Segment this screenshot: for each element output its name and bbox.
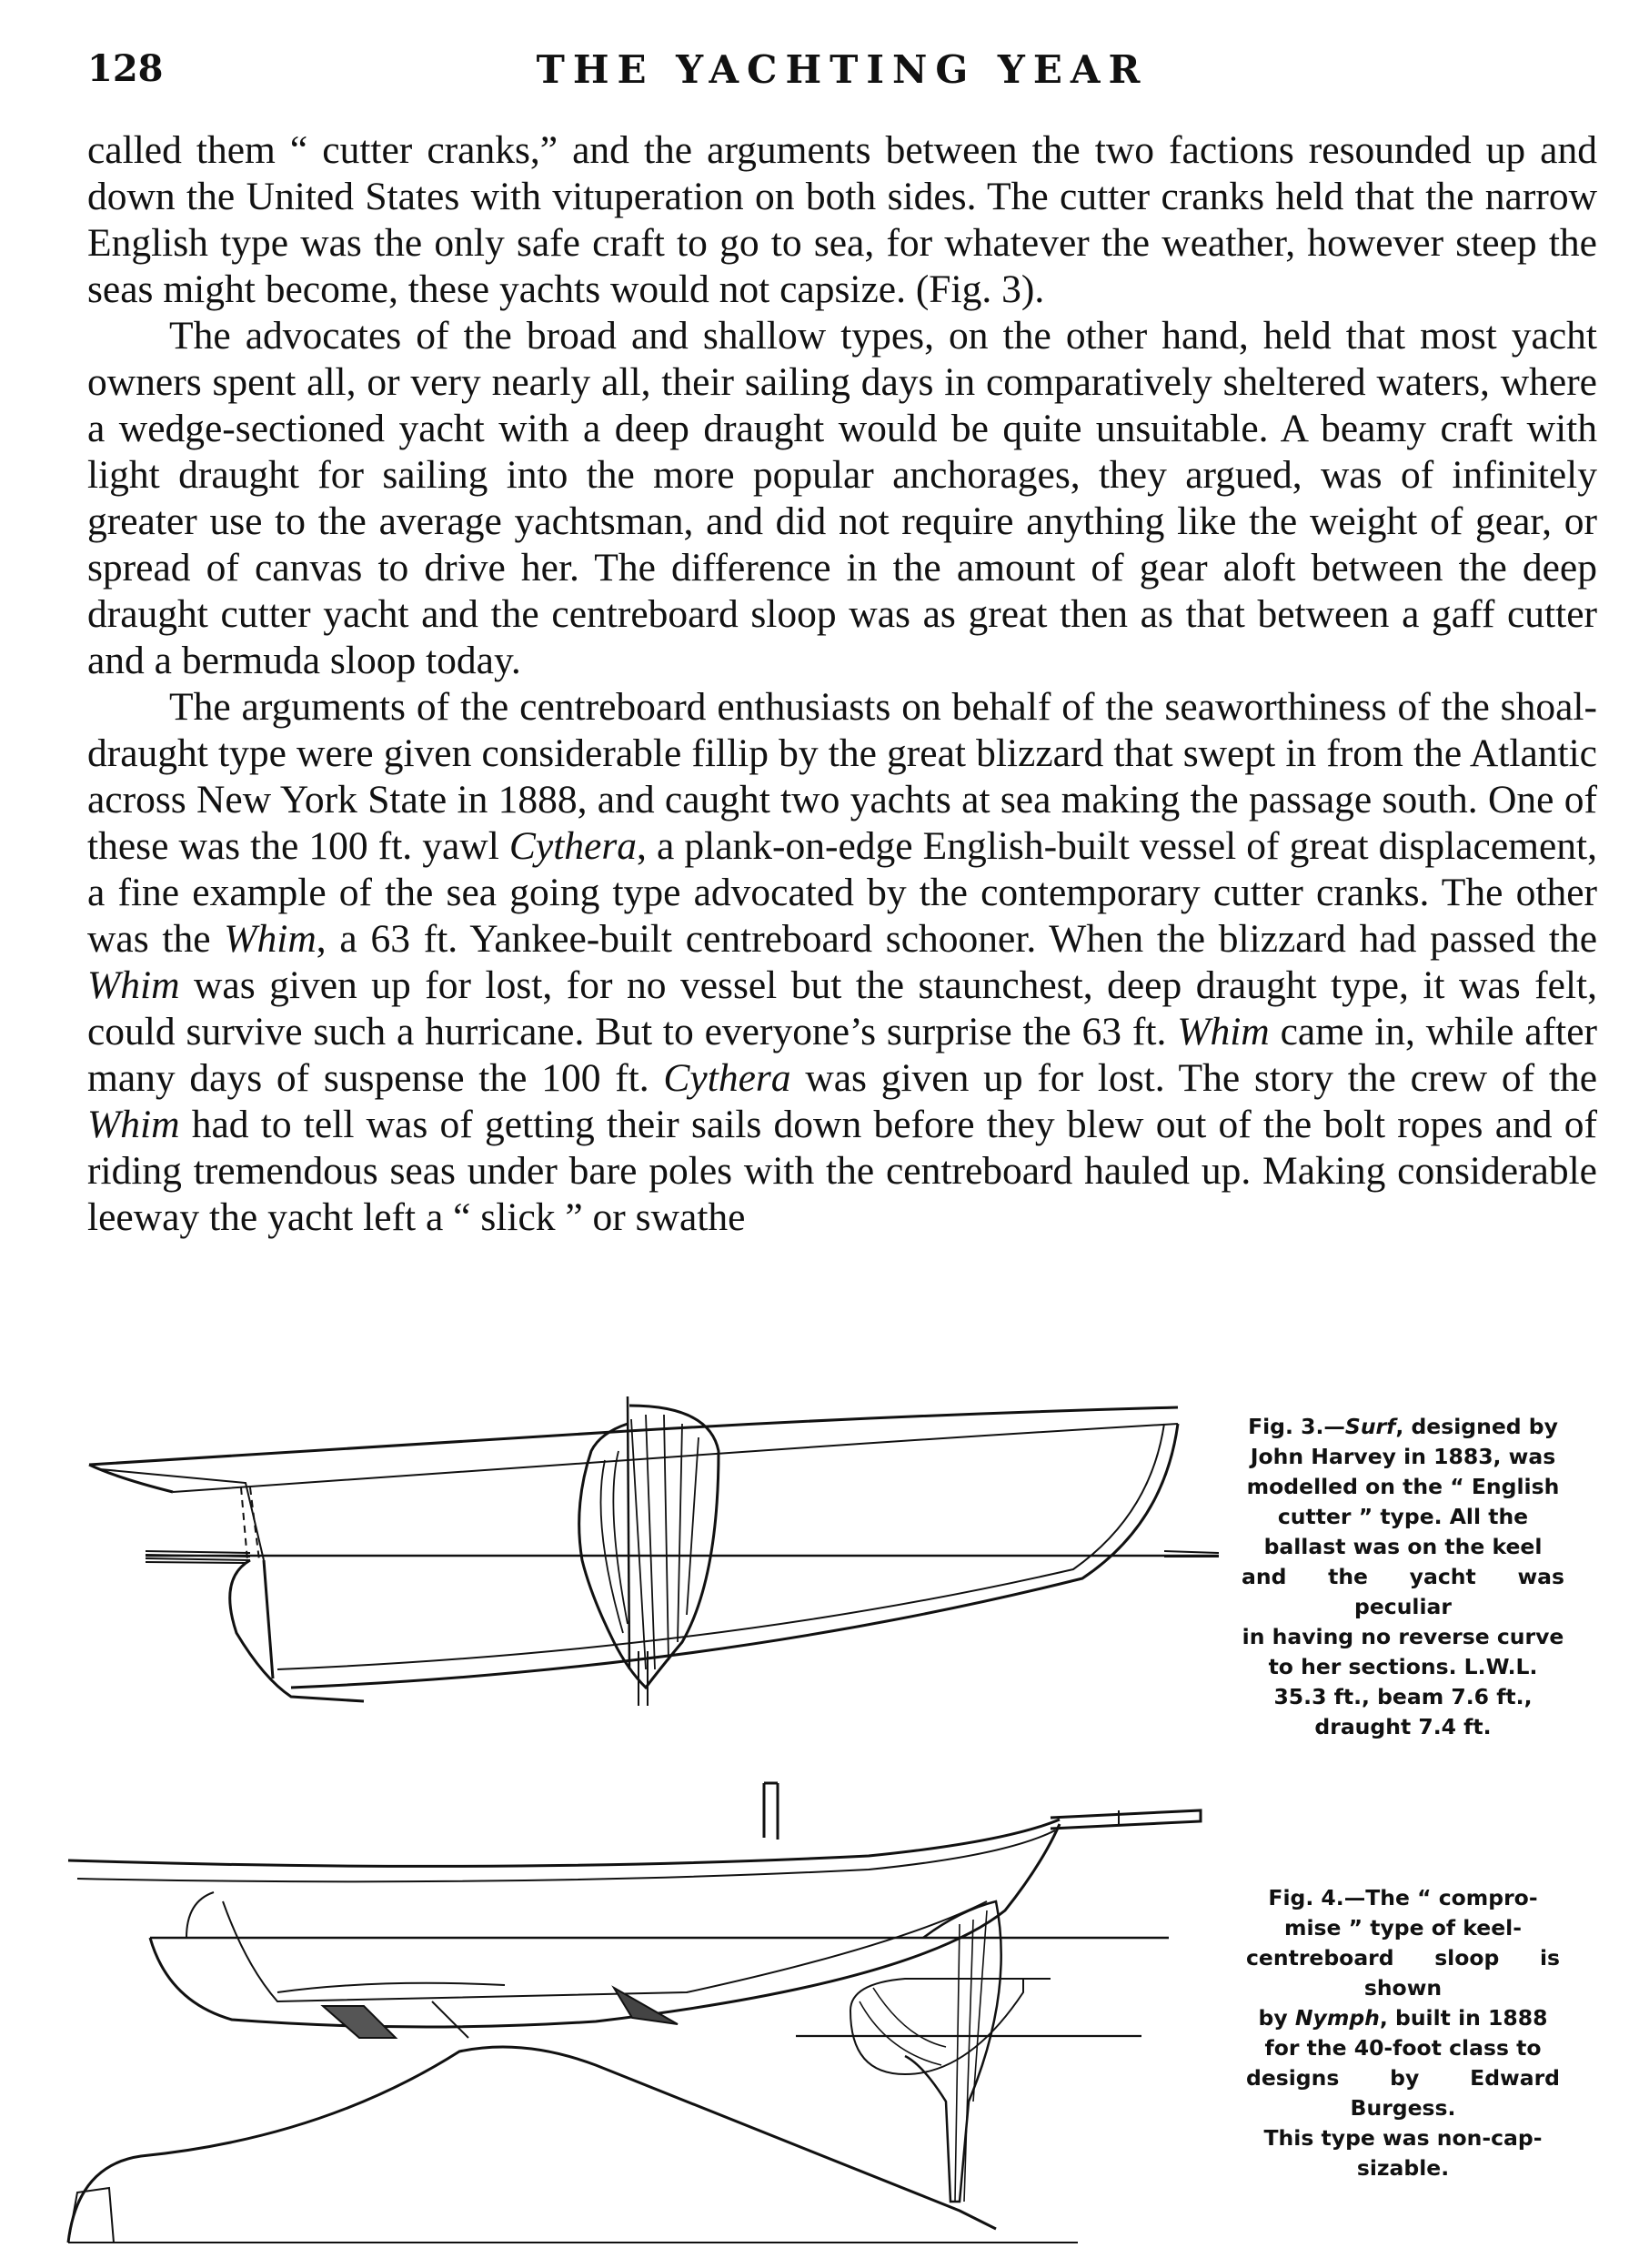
fig4-caption-line: mise ” type of keel-	[1283, 1915, 1522, 1940]
body-text	[87, 127, 1597, 1241]
paragraph-3: The arguments of the centreboard enthusiasts on behalf of the seaworthiness of the shoal-draught type were given considerable fillip by the great blizzard that swept in from the Atlantic across New York State in 1888, and caught two yachts at sea making the passage south. One of these was the 100 ft. yawl Cythera, a plank-on-edge English-built vessel of great displacement, a fine example of the sea going type advocated by the contemporary cutter cranks. The other was the Whim, a 63 ft. Yankee-built centreboard schooner. When the blizzard had passed the Whim was given up for lost, for no vessel but the staunchest, deep draught type, it was felt, could survive such a hurricane. But to everyone’s surprise the 63 ft. Whim came in, while after many days of suspense the 100 ft. Cythera was given up for lost. The story the crew of the Whim had to tell was of getting their sails down before they blew out of the bolt ropes and of riding tremendous seas under bare poles with the centreboard hauled up. Making considerable leeway the yacht left a “ slick ” or swathe	[87, 685, 1597, 1239]
figure-4-drawing	[50, 1774, 1232, 2247]
figure-3-drawing	[82, 1396, 1219, 1742]
fig4-caption-line: for the 40-foot class to	[1264, 2035, 1542, 2061]
paragraph-2: The advocates of the broad and shallow types, on the other hand, held that most yacht owners spent all, or very nearly all, their sailing days in comparatively sheltered waters, where a wedge-sectioned yacht with a deep draught would be quite unsuitable. A beamy craft with light draught for sailing into the more popular anchorages, they argued, was of infinitely greater use to the average yachtsman, and did not require anything like the weight of gear, or spread of canvas to drive her. The difference in the amount of gear aloft between the deep draught cutter yacht and the centreboard sloop was as great then as that between a gaff cutter and a bermuda sloop today.	[87, 314, 1597, 682]
fig3-caption-line: Fig. 3.—Surf, designed by	[1248, 1414, 1558, 1439]
page-number: 128	[87, 47, 164, 90]
fig3-caption-line: ballast was on the keel	[1263, 1534, 1543, 1559]
fig3-caption-line: 35.3 ft., beam 7.6 ft.,	[1273, 1684, 1533, 1709]
fig3-caption-line: cutter ” type. All the	[1277, 1504, 1529, 1529]
fig3-caption-line: modelled on the “ English	[1246, 1474, 1560, 1499]
fig3-caption-line: to her sections. L.W.L.	[1268, 1654, 1538, 1679]
fig3-caption-line: John Harvey in 1883, was	[1250, 1444, 1556, 1469]
fig4-caption-line: centreboard sloop is shown	[1246, 1945, 1560, 2001]
fig4-caption-line: sizable.	[1356, 2155, 1450, 2181]
fig4-caption-line: This type was non-cap-	[1263, 2125, 1543, 2151]
paragraph-1: called them “ cutter cranks,” and the arguments between the two factions resounded up and down the United States with vituperation on both sides. The cutter cranks held that the narrow English type was the only safe craft to go to sea, for whatever the weather, however steep the seas might become, these yachts would not capsize. (Fig. 3).	[87, 128, 1597, 311]
running-title: THE YACHTING YEAR	[536, 47, 1149, 92]
fig4-caption-line: Fig. 4.—The “ compro-	[1268, 1885, 1538, 1910]
figure-4-caption	[1246, 1883, 1560, 2183]
fig4-caption-line: by Nymph, built in 1888	[1258, 2005, 1548, 2031]
fig3-caption-line: and the yacht was peculiar	[1242, 1564, 1564, 1619]
fig4-caption-line: designs by Edward Burgess.	[1246, 2065, 1560, 2121]
figure-3-caption	[1242, 1412, 1564, 1742]
fig3-caption-line: draught 7.4 ft.	[1314, 1714, 1492, 1739]
fig3-caption-line: in having no reverse curve	[1242, 1624, 1564, 1649]
running-header	[87, 47, 1597, 102]
